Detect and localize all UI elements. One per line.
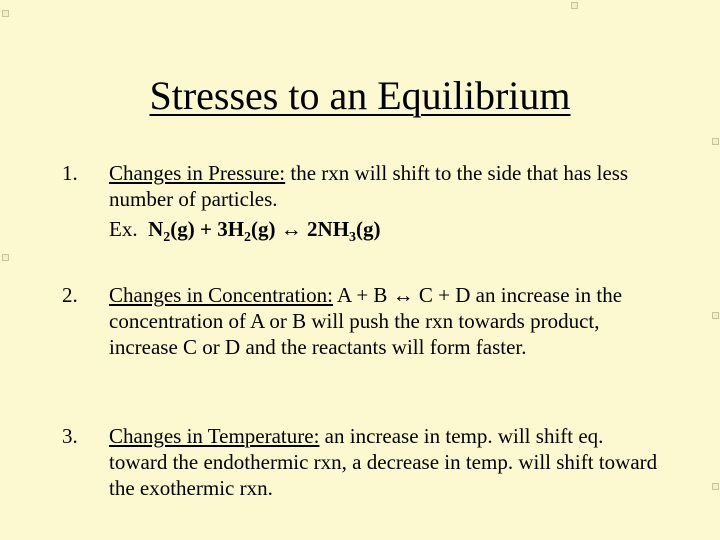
border-square	[2, 10, 9, 17]
eq-part: (g)	[356, 217, 381, 241]
item-body	[109, 282, 662, 360]
item-text: an increase in temp. will shift eq. toward the endothermic rxn, a decrease in temp. will shift toward the exothermic rxn.	[109, 424, 658, 500]
equation	[148, 217, 381, 245]
eq-h-sub: 2	[244, 230, 252, 245]
list-item	[62, 423, 662, 501]
eq-n: N	[148, 217, 164, 241]
example-prefix: Ex.	[109, 217, 149, 241]
equation-example	[109, 216, 662, 245]
eq-part: (g) + 3H	[170, 217, 245, 241]
slide-title	[0, 72, 720, 120]
slide-title-text: Stresses to an Equilibrium	[149, 73, 571, 118]
list-item	[62, 160, 662, 245]
item-heading: Changes in Concentration:	[109, 283, 333, 307]
border-square	[571, 2, 578, 9]
border-square	[2, 254, 9, 261]
border-square	[712, 483, 719, 490]
item-number: 1.	[62, 161, 78, 185]
item-heading: Changes in Pressure:	[109, 161, 286, 185]
list-item	[62, 282, 662, 360]
eq-part: (g) ↔ 2NH	[251, 217, 350, 241]
item-text: the rxn will shift to the side that has less number of particles.	[109, 161, 629, 211]
item-body	[109, 160, 662, 245]
item-heading: Changes in Temperature:	[109, 424, 320, 448]
item-body	[109, 423, 662, 501]
eq-nh-sub: 3	[349, 230, 357, 245]
item-text: A + B ↔ C + D an increase in the concentration of A or B will push the rxn towards product, increase C or D and the reactants will form faster.	[109, 283, 623, 359]
item-number: 3.	[62, 424, 78, 448]
eq-n-sub: 2	[163, 230, 171, 245]
border-square	[712, 138, 719, 145]
border-square	[712, 312, 719, 319]
item-number: 2.	[62, 283, 78, 307]
